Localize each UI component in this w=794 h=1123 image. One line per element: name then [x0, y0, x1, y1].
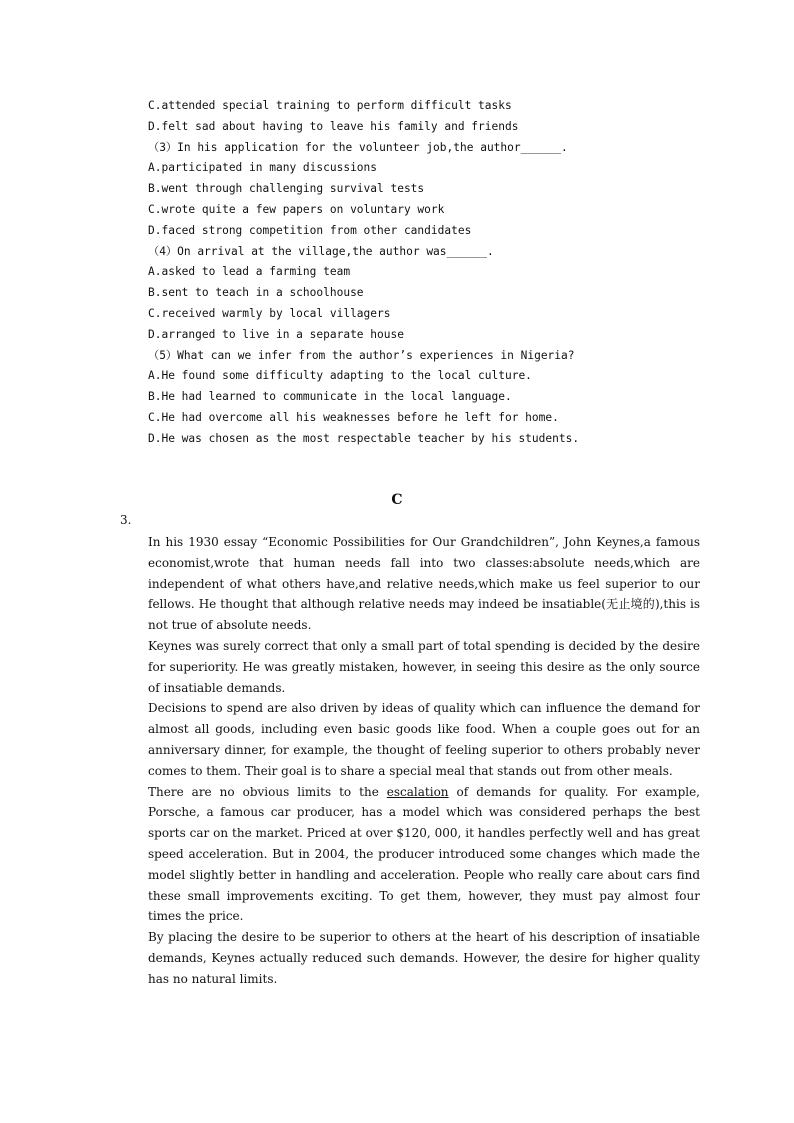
option-line: A.participated in many discussions: [148, 161, 378, 175]
section-heading: C: [391, 492, 403, 508]
option-line: D.He was chosen as the most respectable teacher by his students.: [148, 431, 580, 445]
passage-paragraph: [148, 782, 700, 928]
underlined-word: escalation: [386, 784, 449, 799]
option-line: A.asked to lead a farming team: [148, 265, 351, 279]
option-line: C.attended special training to perform difficult tasks: [148, 99, 512, 112]
passage-paragraph: Keynes was surely correct that only a small part of total spending is decided by the desire for superiority. He was greatly mistaken, however, in seeing this desire as the only source of insatiable demands.: [148, 638, 700, 695]
passage-text: There are no obvious limits to the: [148, 784, 387, 799]
question-stem: （4）On arrival at the village,the author was______.: [148, 244, 494, 258]
question-stem: （3）In his application for the volunteer job,the author______.: [148, 140, 568, 154]
option-line: D.arranged to live in a separate house: [148, 327, 404, 341]
passage-text: of demands for quality. For example, Porsche, a famous car producer, has a model which was considered perhaps the best sports car on the market. Priced at over $120, 000, it handles perfectly well and has great speed acceleration. But in 2004, the producer introduced some changes which made the model slightly better in handling and acceleration. People who really care about cars find these small improvements exciting. To get them, however, they must pay almost four times the price.: [148, 784, 700, 924]
passage-paragraph: Decisions to spend are also driven by ideas of quality which can influence the demand for almost all goods, including even basic goods like food. When a couple goes out for an anniversary dinner, for example, the thought of feeling superior to others probably never comes to them. Their goal is to share a special meal that stands out from other meals.: [148, 701, 700, 778]
option-line: C.wrote quite a few papers on voluntary work: [148, 202, 445, 216]
option-line: B.He had learned to communicate in the local language.: [148, 390, 512, 404]
option-line: D.felt sad about having to leave his family and friends: [148, 119, 519, 133]
option-line: B.went through challenging survival tests: [148, 182, 425, 196]
question-options-block: [148, 96, 708, 450]
option-line: C.received warmly by local villagers: [148, 306, 391, 320]
option-line: D.faced strong competition from other candidates: [148, 223, 472, 237]
question-stem: （5）What can we infer from the author’s experiences in Nigeria?: [148, 348, 575, 362]
option-line: C.He had overcome all his weaknesses before he left for home.: [148, 410, 559, 424]
option-line: B.sent to teach in a schoolhouse: [148, 286, 364, 300]
passage-paragraph: By placing the desire to be superior to others at the heart of his description of insatiable demands, Keynes actually reduced such demands. However, the desire for higher quality has no natural limits.: [148, 930, 700, 986]
reading-passage: [148, 532, 700, 990]
passage-paragraph: In his 1930 essay “Economic Possibilities for Our Grandchildren”, John Keynes,a famous economist,wrote that human needs fall into two classes:absolute needs,which are independent of what others have,and relative needs,which make us feel superior to our fellows. He thought that although relative needs may indeed be insatiable(无止境的),this is not true of absolute needs.: [148, 535, 700, 633]
question-number: 3.: [120, 513, 132, 527]
option-line: A.He found some difficulty adapting to the local culture.: [148, 369, 532, 383]
